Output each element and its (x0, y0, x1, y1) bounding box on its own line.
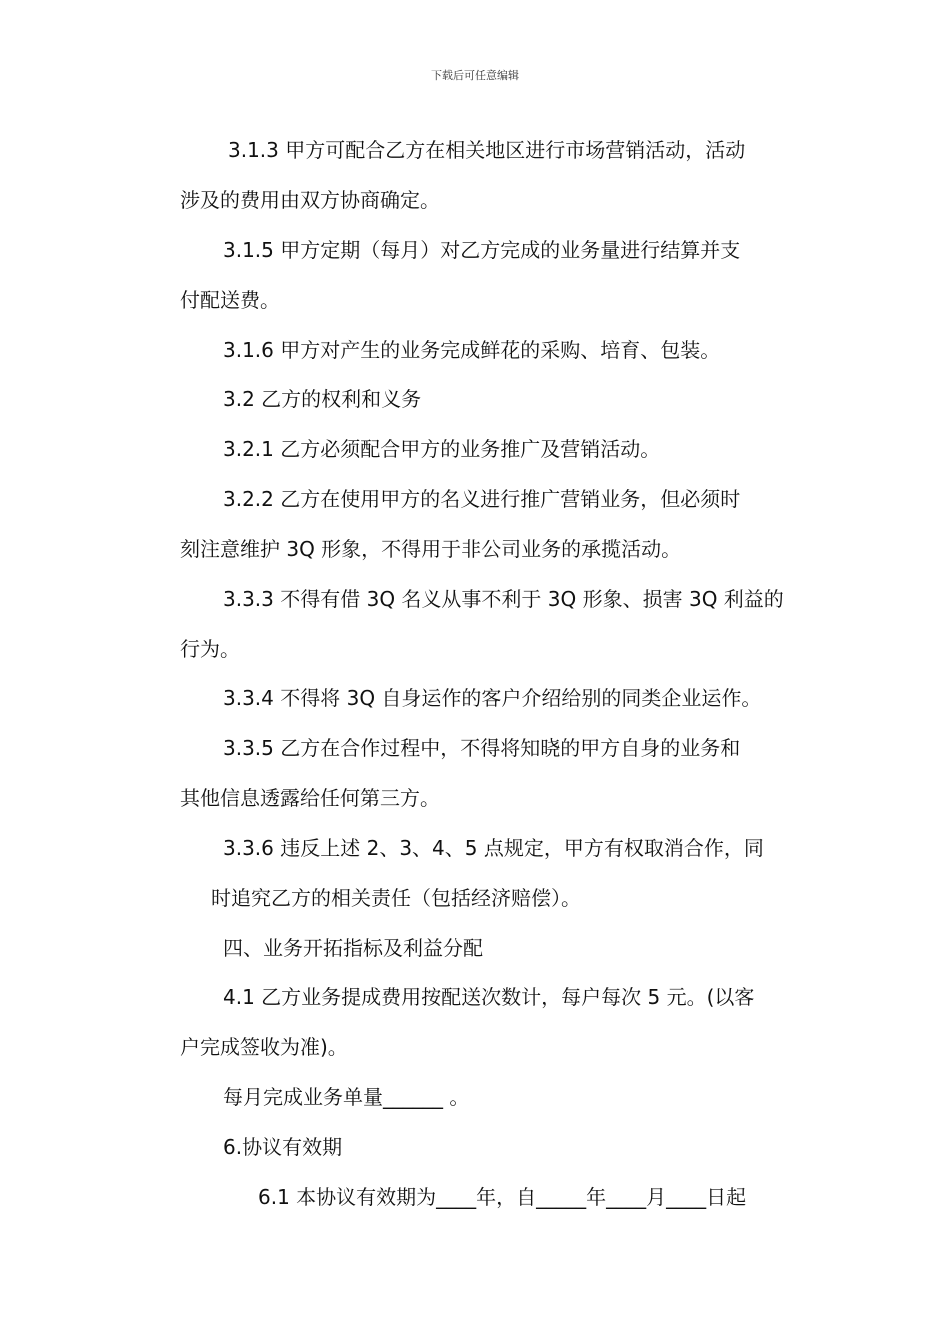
clause-3-3-4: 3.3.4 不得将 3Q 自身运作的客户介绍给别的同类企业运作。 (223, 686, 762, 710)
monthly-volume-line: 每月完成业务单量______ 。 (223, 1085, 470, 1109)
clause-3-3-6-line-2: 时追究乙方的相关责任（包括经济赔偿）。 (211, 886, 581, 910)
clause-3-2-2-line-2: 刻注意维护 3Q 形象，不得用于非公司业务的承揽活动。 (180, 537, 682, 561)
clause-3-1-3-line-1: 3.1.3 甲方可配合乙方在相关地区进行市场营销活动，活动 (228, 138, 746, 162)
clause-3-3-5-line-1: 3.3.5 乙方在合作过程中，不得将知晓的甲方自身的业务和 (223, 736, 741, 760)
clause-4-1-line-1: 4.1 乙方业务提成费用按配送次数计，每户每次 5 元。(以客 (223, 985, 755, 1009)
clause-3-1-5-line-1: 3.1.5 甲方定期（每月）对乙方完成的业务量进行结算并支 (223, 238, 741, 262)
clause-4-1-line-2: 户完成签收为准)。 (180, 1035, 348, 1059)
clause-6-1: 6.1 本协议有效期为____年，自_____年____月____日起 (258, 1185, 747, 1209)
clause-3-1-3-line-2: 涉及的费用由双方协商确定。 (180, 188, 440, 212)
clause-3-3-3-line-2: 行为。 (180, 637, 240, 661)
clause-3-3-3-line-1: 3.3.3 不得有借 3Q 名义从事不利于 3Q 形象、损害 3Q 利益的 (223, 587, 784, 611)
clause-3-1-6: 3.1.6 甲方对产生的业务完成鲜花的采购、培育、包装。 (223, 338, 721, 362)
page-header: 下载后可任意编辑 (431, 69, 519, 82)
section-4-heading: 四、业务开拓指标及利益分配 (223, 936, 483, 960)
clause-3-2-2-line-1: 3.2.2 乙方在使用甲方的名义进行推广营销业务，但必须时 (223, 487, 741, 511)
clause-3-2-1: 3.2.1 乙方必须配合甲方的业务推广及营销活动。 (223, 437, 661, 461)
section-3-2-heading: 3.2 乙方的权利和义务 (223, 387, 422, 411)
clause-3-3-5-line-2: 其他信息透露给任何第三方。 (180, 786, 440, 810)
clause-3-1-5-line-2: 付配送费。 (180, 288, 280, 312)
section-6-heading: 6.协议有效期 (223, 1135, 343, 1159)
clause-3-3-6-line-1: 3.3.6 违反上述 2、3、4、5 点规定，甲方有权取消合作，同 (223, 836, 764, 860)
